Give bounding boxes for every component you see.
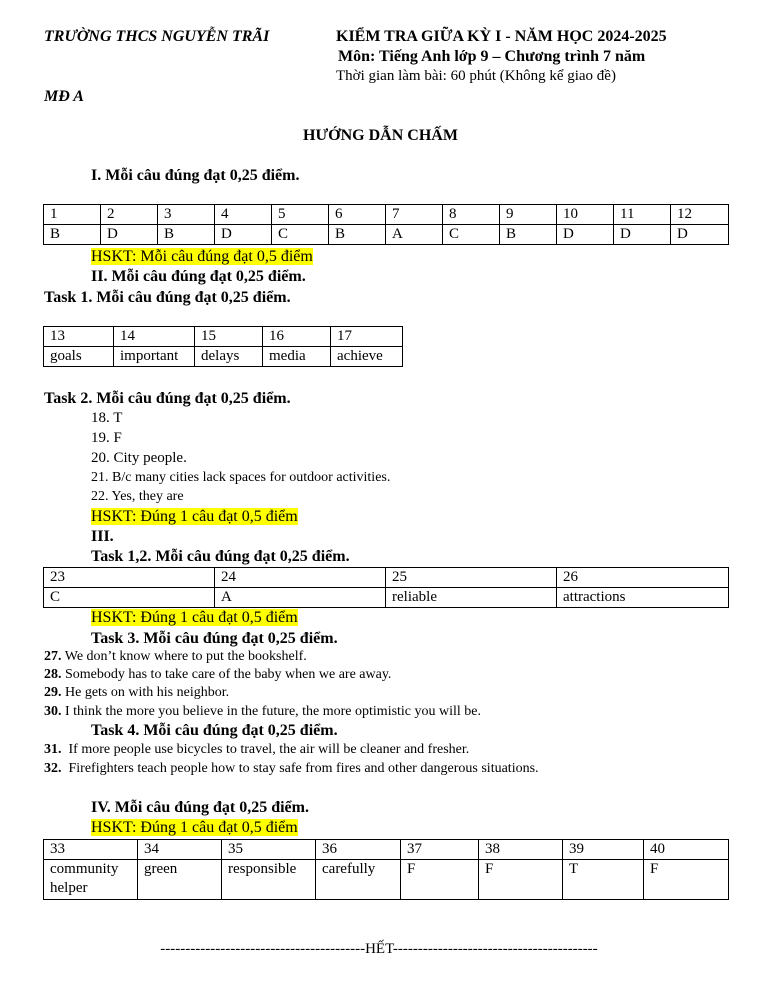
answer-cell: media (263, 347, 331, 367)
school-name: TRƯỜNG THCS NGUYỄN TRÃI (44, 28, 270, 45)
answer-cell: responsible (222, 860, 316, 900)
task3-number: 28. (44, 667, 62, 682)
question-number: 6 (329, 205, 386, 225)
task3-answer (44, 685, 229, 701)
answer-cell: C (272, 225, 329, 245)
page-title: HƯỚNG DẪN CHẤM (303, 127, 458, 144)
table-row (44, 327, 403, 347)
question-number: 17 (331, 327, 403, 347)
question-number: 16 (263, 327, 331, 347)
answer-cell: D (557, 225, 614, 245)
task4-answer (44, 742, 469, 758)
answer-cell: F (401, 860, 479, 900)
section4-hskt-note: HSKT: Đúng 1 câu đạt 0,5 điểm (91, 819, 298, 836)
answer-cell: D (101, 225, 158, 245)
question-number: 37 (401, 840, 479, 860)
task3-text: He gets on with his neighbor. (61, 685, 230, 700)
task3-number: 30. (44, 704, 62, 719)
task3-number: 29. (44, 685, 62, 700)
answer-cell: B (44, 225, 101, 245)
question-number: 9 (500, 205, 557, 225)
answer-cell: C (443, 225, 500, 245)
task4-heading: Task 4. Mỗi câu đúng đạt 0,25 điểm. (91, 722, 338, 739)
table-row (44, 347, 403, 367)
question-number: 7 (386, 205, 443, 225)
task3-answer (44, 649, 307, 665)
question-number: 11 (614, 205, 671, 225)
exam-subject: Môn: Tiếng Anh lớp 9 – Chương trình 7 năm (338, 48, 646, 65)
table-row (44, 205, 729, 225)
task3-number: 27. (44, 649, 62, 664)
answer-cell: delays (195, 347, 263, 367)
task3-text: Somebody has to take care of the baby when we are away. (61, 667, 392, 682)
table-row (44, 568, 729, 588)
task2-answer: 19. F (91, 430, 122, 446)
section4-heading: IV. Mỗi câu đúng đạt 0,25 điểm. (91, 799, 309, 816)
question-number: 13 (44, 327, 114, 347)
answer-cell: F (479, 860, 563, 900)
question-number: 35 (222, 840, 316, 860)
exam-code: MĐ A (44, 88, 84, 105)
question-number: 39 (563, 840, 644, 860)
task1-answer-table (43, 326, 403, 367)
answer-cell: community helper (44, 860, 138, 900)
question-number: 15 (195, 327, 263, 347)
table-row (44, 225, 729, 245)
question-number: 25 (386, 568, 557, 588)
section3-hskt-note: HSKT: Đúng 1 câu đạt 0,5 điểm (91, 609, 298, 626)
answer-cell: reliable (386, 588, 557, 608)
answer-cell: B (158, 225, 215, 245)
table-row (44, 840, 729, 860)
question-number: 24 (215, 568, 386, 588)
task2-answer: 20. City people. (91, 450, 187, 466)
section4-answer-table (43, 839, 729, 900)
section1-heading: I. Mỗi câu đúng đạt 0,25 điểm. (91, 167, 300, 184)
task4-number: 31. (44, 742, 62, 757)
answer-cell: important (114, 347, 195, 367)
task1-heading: Task 1. Mỗi câu đúng đạt 0,25 điểm. (44, 289, 291, 306)
question-number: 1 (44, 205, 101, 225)
task4-answer (44, 761, 539, 777)
question-number: 33 (44, 840, 138, 860)
answer-cell: D (215, 225, 272, 245)
task3-text: We don’t know where to put the bookshelf. (61, 649, 307, 664)
exam-time: Thời gian làm bài: 60 phút (Không kể giao đề) (336, 68, 616, 84)
answer-cell: attractions (557, 588, 729, 608)
task2-answer: 21. B/c many cities lack spaces for outdoor activities. (91, 470, 391, 485)
question-number: 26 (557, 568, 729, 588)
task12-answer-table (43, 567, 729, 608)
question-number: 5 (272, 205, 329, 225)
answer-cell: A (386, 225, 443, 245)
table-row (44, 860, 729, 900)
answer-cell: T (563, 860, 644, 900)
answer-cell: F (644, 860, 729, 900)
answer-cell: D (614, 225, 671, 245)
task4-text: If more people use bicycles to travel, the air will be cleaner and fresher. (61, 742, 470, 757)
question-number: 4 (215, 205, 272, 225)
section1-answer-table (43, 204, 729, 245)
task4-number: 32. (44, 761, 62, 776)
question-number: 10 (557, 205, 614, 225)
section2-heading: II. Mỗi câu đúng đạt 0,25 điểm. (91, 268, 306, 285)
task4-text: Firefighters teach people how to stay safe from fires and other dangerous situations. (61, 761, 539, 776)
task3-answer (44, 704, 481, 720)
question-number: 2 (101, 205, 158, 225)
section1-hskt-note: HSKT: Mỗi câu đúng đạt 0,5 điểm (91, 248, 313, 265)
section3-heading: III. (91, 528, 114, 545)
answer-cell: B (500, 225, 557, 245)
question-number: 14 (114, 327, 195, 347)
question-number: 34 (138, 840, 222, 860)
question-number: 36 (316, 840, 401, 860)
task2-answer: 18. T (91, 410, 123, 426)
end-marker: -----------------------------------------HẾT----------------------------------------- (160, 941, 598, 957)
task3-answer (44, 667, 391, 683)
answer-cell: B (329, 225, 386, 245)
answer-cell: D (671, 225, 729, 245)
section2-hskt-note: HSKT: Đúng 1 câu đạt 0,5 điểm (91, 508, 298, 525)
task3-heading: Task 3. Mỗi câu đúng đạt 0,25 điểm. (91, 630, 338, 647)
question-number: 38 (479, 840, 563, 860)
question-number: 3 (158, 205, 215, 225)
answer-cell: A (215, 588, 386, 608)
table-row (44, 588, 729, 608)
answer-cell: green (138, 860, 222, 900)
question-number: 8 (443, 205, 500, 225)
answer-cell: goals (44, 347, 114, 367)
question-number: 40 (644, 840, 729, 860)
task2-answer: 22. Yes, they are (91, 489, 184, 504)
answer-cell: C (44, 588, 215, 608)
task2-heading: Task 2. Mỗi câu đúng đạt 0,25 điểm. (44, 390, 291, 407)
question-number: 12 (671, 205, 729, 225)
answer-cell: achieve (331, 347, 403, 367)
task12-heading: Task 1,2. Mỗi câu đúng đạt 0,25 điểm. (91, 548, 350, 565)
answer-cell: carefully (316, 860, 401, 900)
exam-title: KIỂM TRA GIỮA KỲ I - NĂM HỌC 2024-2025 (336, 28, 667, 45)
question-number: 23 (44, 568, 215, 588)
task3-text: I think the more you believe in the future, the more optimistic you will be. (61, 704, 482, 719)
